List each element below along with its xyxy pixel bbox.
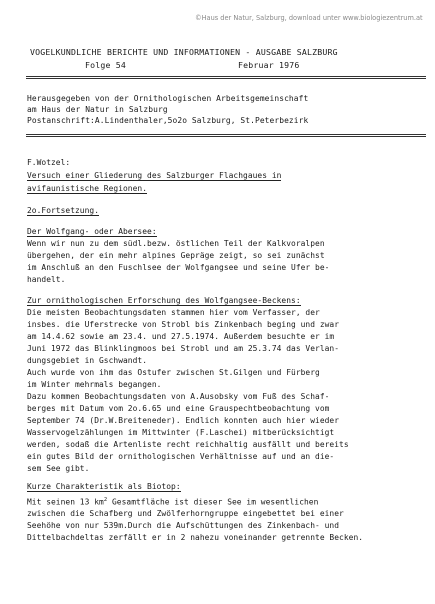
section-heading-charakteristik: Kurze Charakteristik als Biotop: [27,482,181,491]
paragraph-line: Wenn wir nun zu dem südl.bezw. östlichen Teil der Kalkvoralpen [27,239,325,248]
paragraph-line: Wasservogelzählungen im Mittwinter (F.Laschei) mitberücksichtigt [27,428,335,437]
paragraph-line: Dittelbachdeltas zerfällt er in 2 nahezu voneinander getrennte Becken. [27,533,364,542]
area-text-pre: Mit seinen 13 km [27,497,104,507]
publisher-line-3: Postanschrift:A.Lindenthaler,5o2o Salzburg, St.Peterbezirk [27,116,309,125]
article-author: F.Wotzel: [27,158,71,167]
section-heading-wolfgangsee: Der Wolfgang- oder Abersee: [27,227,157,236]
paragraph-line: Juni 1972 das Blinklingmoos bei Strobl und am 25.3.74 das Verlan- [27,344,340,353]
paragraph-line: Seehöhe von nur 539m.Durch die Aufschüttungen des Zinkenbach- und [27,521,340,530]
publisher-line-1: Herausgegeben von der Ornithologischen Arbeitsgemeinschaft [27,94,309,103]
article-title-line-1: Versuch einer Gliederung des Salzburger Flachgaues in [27,171,282,180]
paragraph-line: Dazu kommen Beobachtungsdaten von A.Ausobsky vom Fuß des Schaf- [27,392,330,401]
paragraph-line: berges mit Datum vom 2o.6.65 und eine Grauspechtbeobachtung vom [27,404,330,413]
paragraph-line: Die meisten Beobachtungsdaten stammen hier vom Verfasser, der [27,308,320,317]
header-rule [26,76,426,79]
paragraph-line: Auch wurde von ihm das Ostufer zwischen St.Gilgen und Fürberg [27,368,320,377]
area-superscript: 2 [103,497,108,503]
paragraph-line: zwischen die Schafberg und Zwölferhorngruppe eingebettet bei einer [27,509,344,518]
article-title-line-2: avifaunistische Regionen. [27,184,148,193]
paragraph-line: im Anschluß an den Fuschlsee der Wolfgangsee und seine Ufer be- [27,263,330,272]
paragraph-line: im Winter mehrmals begangen. [27,380,162,389]
watermark: ©Haus der Natur, Salzburg, download unter www.biologiezentrum.at [195,14,423,22]
paragraph-line: insbes. die Uferstrecke von Strobl bis Zinkenbach beging und zwar [27,320,340,329]
publisher-line-2: am Haus der Natur in Salzburg [27,105,168,114]
paragraph-line: übergehen, der ein mehr alpines Gepräge zeigt, so sei zunächst [27,251,325,260]
paragraph-line [27,497,318,507]
paragraph-line: ein gutes Bild der ornithologischen Verhältnisse auf und an die- [27,452,335,461]
paragraph-line: dungsgebiet in Gschwandt. [27,356,148,365]
publication-title: VOGELKUNDLICHE BERICHTE UND INFORMATIONEN - AUSGABE SALZBURG [30,47,338,57]
issue-number: Folge 54 [85,60,127,70]
paragraph-line: handelt. [27,275,66,284]
issue-date: Februar 1976 [238,60,300,70]
paragraph-line: am 14.4.62 sowie am 23.4. und 27.5.1974. Außerdem besuchte er im [27,332,335,341]
paragraph-line: sem See gibt. [27,464,90,473]
publisher-rule [26,134,426,137]
section-heading-erforschung: Zur ornithologischen Erforschung des Wolfgangsee-Beckens: [27,296,301,305]
area-text-post: Gesamtfläche ist dieser See im wesentlichen [107,497,319,507]
continuation-label: 2o.Fortsetzung. [27,206,100,215]
paragraph-line: werden, sodaß die Artenliste recht reichhaltig ausfällt und bereits [27,440,349,449]
paragraph-line: September 74 (Dr.W.Breiteneder). Endlich konnten auch hier wieder [27,416,340,425]
